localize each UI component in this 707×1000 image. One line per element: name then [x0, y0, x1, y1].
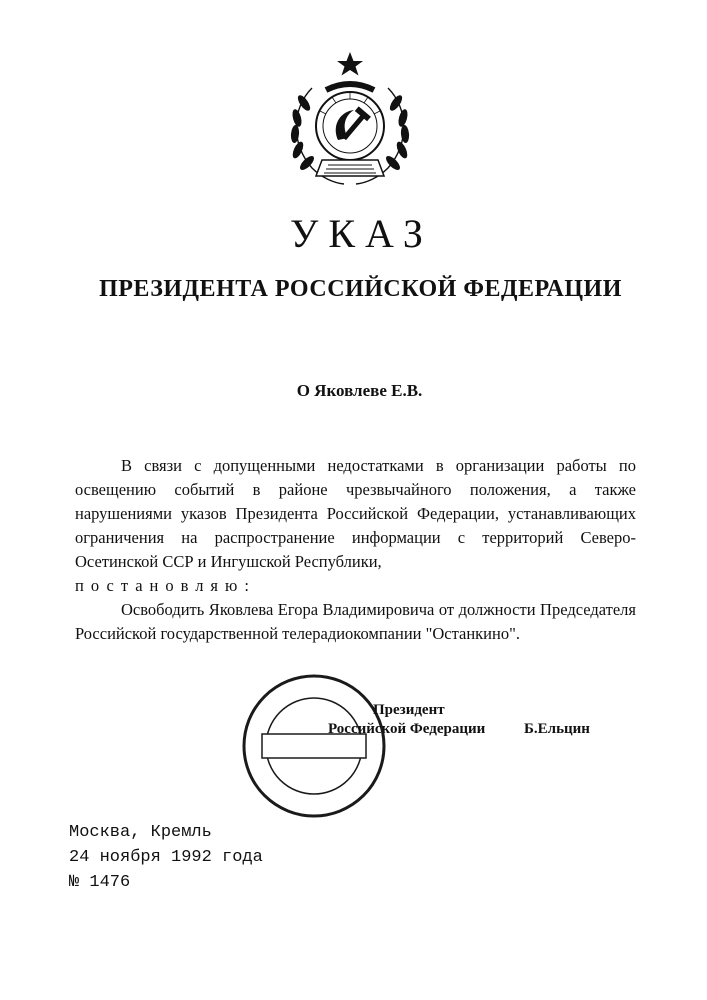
signatory-name: Б.Ельцин — [524, 721, 590, 737]
document-title: УКАЗ — [290, 211, 433, 256]
decree-footer — [69, 820, 263, 895]
decree-place: Москва, Кремль — [69, 823, 212, 842]
decree-date: 24 ноября 1992 года — [69, 848, 263, 867]
decree-resolution-word: постановляю: — [75, 576, 256, 595]
decree-paragraph-reason: В связи с допущенными недостатками в организации работы по освещению событий в районе чрезвычайного положения, а также нарушениями указов Президента Российской Федерации, устанавливающих ограничения на распространение информации с территорий Северо-Осетинской ССР и Ингушской Республики, — [75, 456, 636, 571]
coat-of-arms-icon — [282, 48, 418, 198]
decree-subject: О Яковлеве Е.В. — [296, 381, 423, 400]
decree-number: № 1476 — [69, 873, 131, 892]
decree-paragraph-order: Освободить Яковлева Егора Владимировича от должности Председателя Российской государственной телерадиокомпании "Останкино". — [75, 600, 636, 643]
decree-body — [75, 454, 636, 646]
signatory-title-line1: Президент — [373, 702, 445, 718]
document-subtitle: ПРЕЗИДЕНТА РОССИЙСКОЙ ФЕДЕРАЦИИ — [99, 276, 622, 302]
official-stamp-icon — [240, 672, 388, 820]
signatory-title-line2: Российской Федерации — [328, 721, 486, 737]
